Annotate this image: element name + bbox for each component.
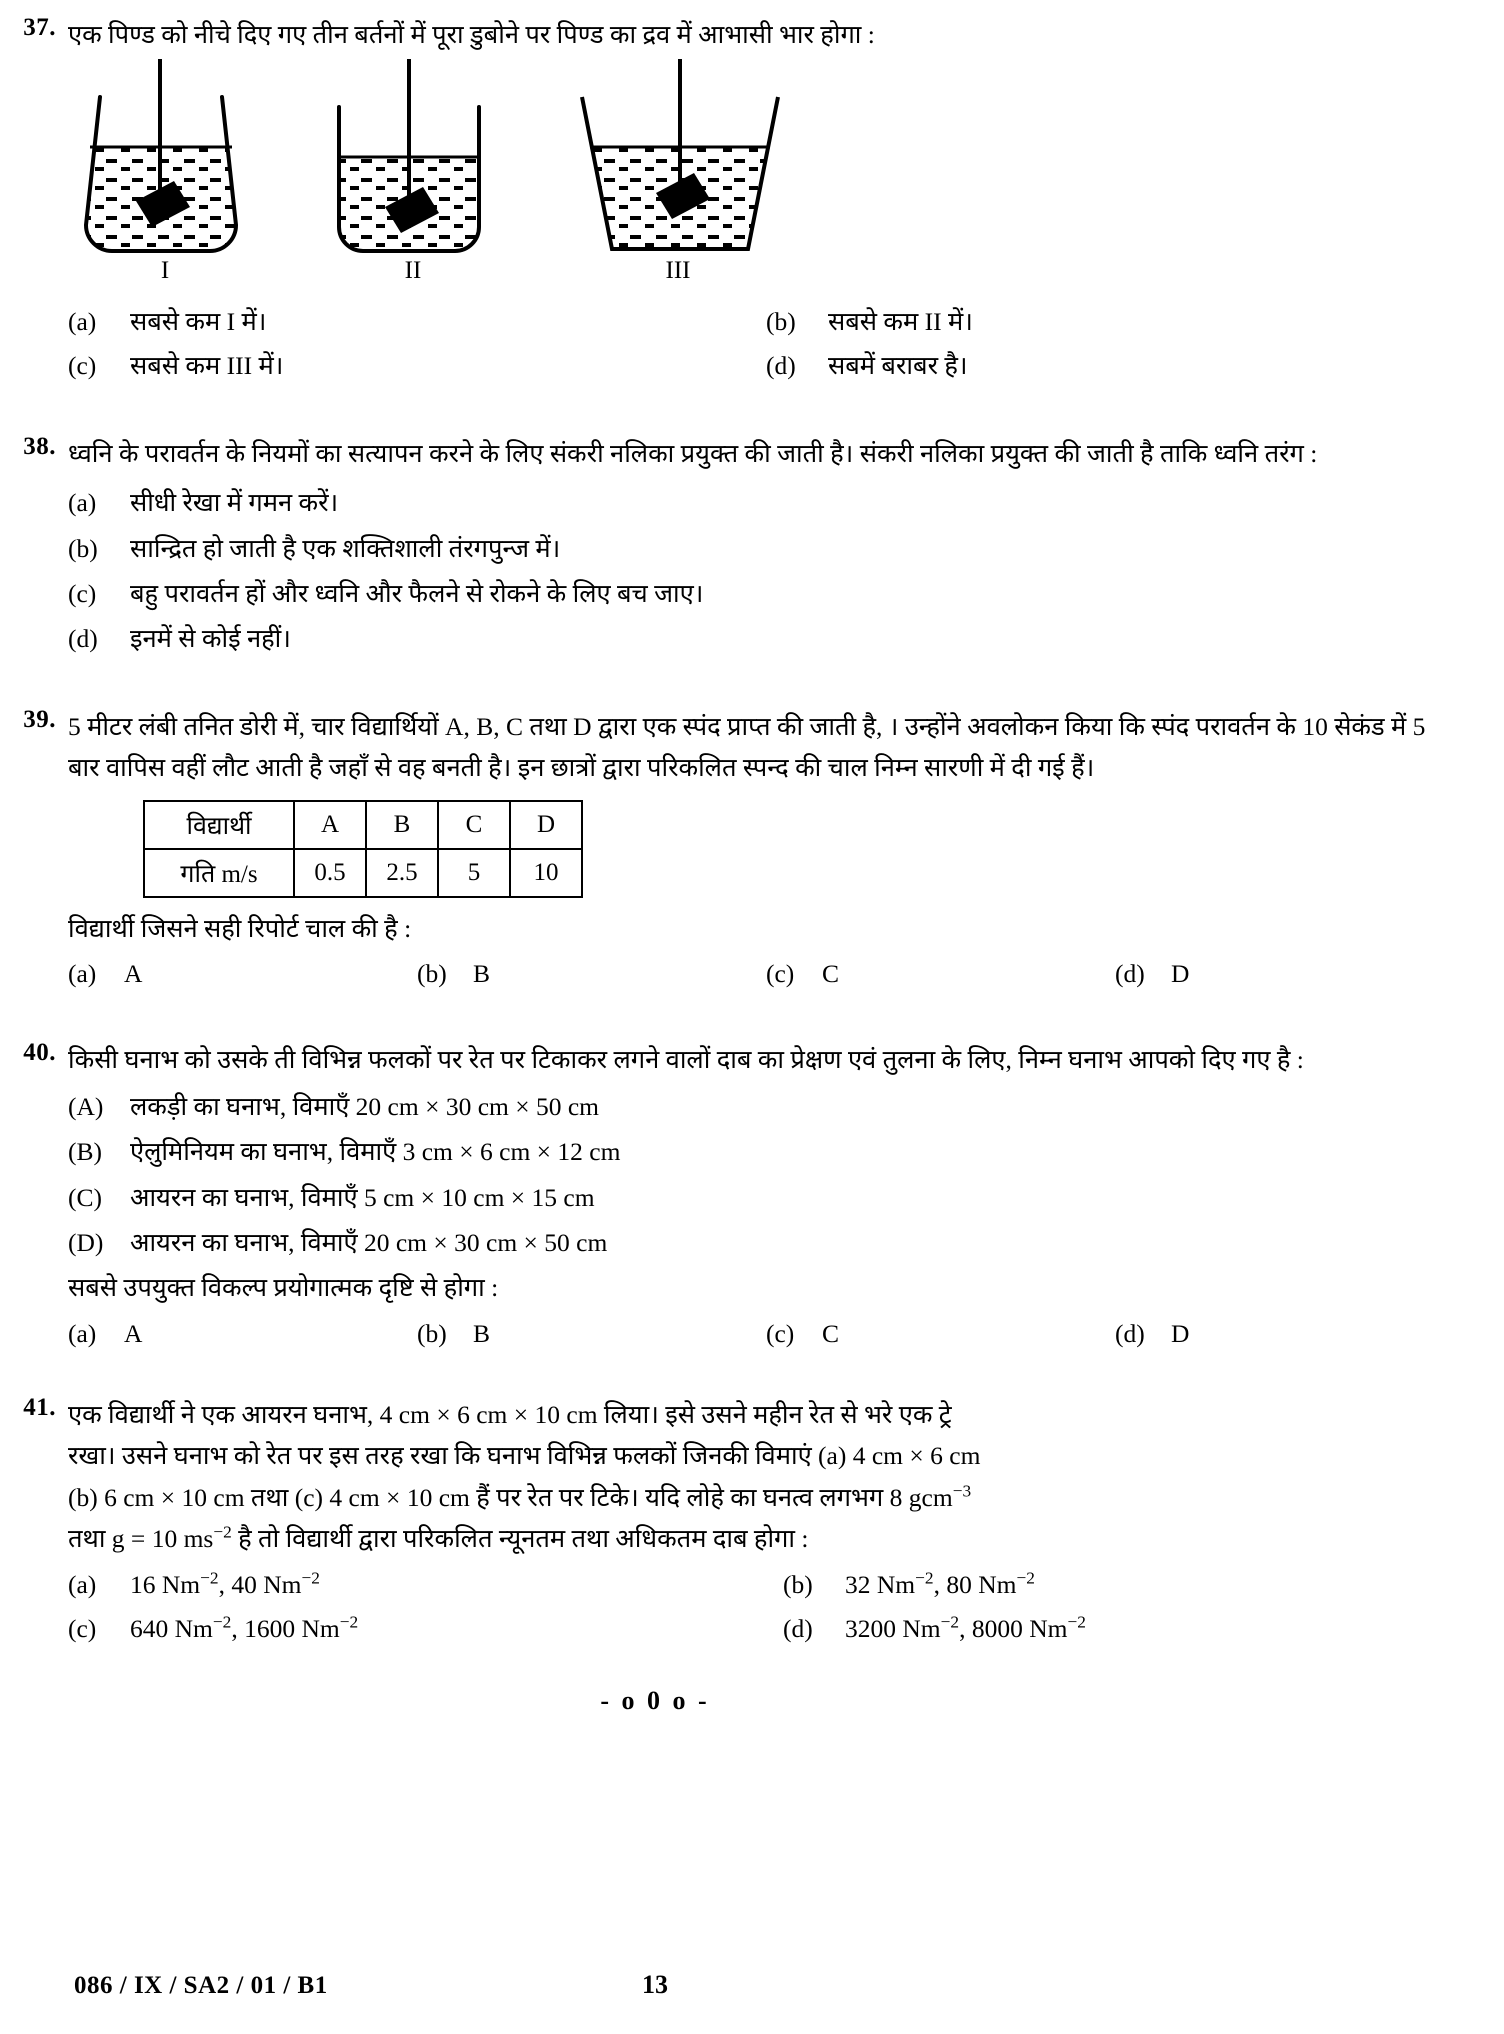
- gravity-exponent: −2: [213, 1522, 232, 1542]
- speed-A: 0.5: [294, 849, 366, 897]
- density-exponent: −3: [952, 1481, 972, 1501]
- option-a-text: [130, 1564, 783, 1605]
- option-c-text: बहु परावर्तन हों और ध्वनि और फैलने से रोकने के लिए बच जाए।: [130, 578, 704, 608]
- vessel-III: [576, 59, 791, 257]
- question-38-options: [68, 480, 1464, 661]
- option-a-sup-2: −2: [301, 1568, 320, 1588]
- question-number: 39.: [23, 705, 56, 733]
- table-row-speeds: [144, 849, 582, 897]
- option-b-text: B: [473, 1318, 491, 1348]
- option-d[interactable]: [783, 1607, 1498, 1650]
- option-d[interactable]: [1115, 1313, 1464, 1354]
- option-a[interactable]: [68, 1313, 417, 1354]
- item-A-text: लकड़ी का घनाभ, विमाएँ 20 cm × 30 cm × 50 cm: [130, 1092, 600, 1122]
- vessel-II: [333, 59, 493, 267]
- option-b-part-1: 32 Nm: [845, 1570, 916, 1600]
- question-number: 37.: [23, 14, 56, 41]
- end-of-paper-mark: - o 0 o -: [600, 1685, 710, 1715]
- question-stem: 5 मीटर लंबी तनित डोरी में, चार विद्यार्थियों A, B, C तथा D द्वारा एक स्पंद प्राप्त की जाती है, । उन्होंने अवलोकन किया कि स्पंद परावर्तन के 10 सेकंड में 5 बार वापिस वहीं लौट आती है जहाँ से वह बनती है। इन छात्रों द्वारा परिकलित स्पन्द की चाल निम्न सारणी में दी गई हैं।: [68, 711, 1426, 782]
- option-d-part-2: , 8000 Nm: [959, 1613, 1068, 1643]
- option-b[interactable]: [417, 953, 766, 994]
- item-C-label: (C): [68, 1182, 102, 1212]
- item-D-text: आयरन का घनाभ, विमाएँ 20 cm × 30 cm × 50 cm: [130, 1228, 608, 1258]
- question-39: [0, 706, 1504, 995]
- question-40-items: [68, 1084, 1464, 1265]
- option-c-label: (c): [68, 350, 97, 380]
- question-stem: किसी घनाभ को उसके ती विभिन्न फलकों पर रेत पर टिकाकर लगने वालों दाब का प्रेक्षण एवं तुलना के लिए, निम्न घनाभ आपको दिए गए है :: [68, 1044, 1304, 1074]
- option-b-label: (b): [783, 1570, 813, 1600]
- option-b-part-2: , 80 Nm: [933, 1570, 1017, 1600]
- stem-line-4-text-b: है तो विद्यार्थी द्वारा परिकलित न्यूनतम तथा अधिकतम दाब होगा :: [231, 1523, 809, 1553]
- item-B-label: (B): [68, 1137, 102, 1167]
- item-D: [68, 1220, 1464, 1265]
- option-b-label: (b): [68, 533, 98, 563]
- option-d-part-1: 3200 Nm: [845, 1613, 941, 1643]
- option-b[interactable]: [417, 1313, 766, 1354]
- option-a-label: (a): [68, 1318, 97, 1348]
- question-39-options: [68, 953, 1464, 994]
- option-d[interactable]: [1115, 953, 1464, 994]
- question-stem: ध्वनि के परावर्तन के नियमों का सत्यापन करने के लिए संकरी नलिका प्रयुक्त की जाती है। संकरी नलिका प्रयुक्त की जाती है ताकि ध्वनि तरंग :: [68, 438, 1318, 468]
- option-c-label: (c): [766, 959, 795, 989]
- option-d-label: (d): [766, 350, 796, 380]
- option-b-text: [845, 1564, 1498, 1605]
- question-stem-line-2: रखा। उसने घनाभ को रेत पर इस तरह रखा कि घनाभ विभिन्न फलकों जिनकी विमाएं (a) 4 cm × 6 cm: [68, 1441, 981, 1471]
- option-a-text: सबसे कम I में।: [130, 307, 267, 337]
- question-number: 41.: [23, 1394, 56, 1422]
- question-41-options: [68, 1563, 1498, 1650]
- option-c-text: C: [822, 1318, 840, 1348]
- row-header-speed: गति m/s: [144, 849, 294, 897]
- option-d[interactable]: [766, 344, 1464, 387]
- question-40-options: [68, 1313, 1464, 1354]
- student-A: A: [294, 801, 366, 849]
- item-D-label: (D): [68, 1228, 104, 1258]
- question-stem-line-3: [68, 1477, 1498, 1518]
- option-c-text: C: [822, 959, 840, 989]
- option-b-label: (b): [417, 1318, 447, 1348]
- option-d-label: (d): [1115, 959, 1145, 989]
- paper-code: 086 / IX / SA2 / 01 / B1: [74, 1972, 328, 1999]
- option-d-text: D: [1171, 959, 1190, 989]
- option-a-text: A: [124, 959, 143, 989]
- option-a-text: सीधी रेखा में गमन करें।: [130, 488, 339, 518]
- question-40: [0, 1039, 1504, 1354]
- question-number: 40.: [23, 1038, 56, 1066]
- option-b-text: B: [473, 959, 491, 989]
- option-c-part-2: , 1600 Nm: [231, 1613, 340, 1643]
- question-stem-line-4: [68, 1518, 1498, 1559]
- option-a-text: A: [124, 1318, 143, 1348]
- table-row-header: [144, 801, 582, 849]
- option-b[interactable]: [783, 1563, 1498, 1606]
- option-c-text: [130, 1608, 783, 1649]
- option-b[interactable]: [68, 526, 1464, 571]
- vessel-I: [78, 59, 258, 257]
- stem-line-4-text-a: तथा g = 10 ms: [68, 1523, 214, 1553]
- option-d-label: (d): [783, 1613, 813, 1643]
- question-37: [0, 14, 1504, 387]
- vessels-svg: [78, 59, 878, 309]
- option-c-text: सबसे कम III में।: [130, 350, 284, 380]
- item-A-label: (A): [68, 1092, 104, 1122]
- row-header-student: विद्यार्थी: [144, 801, 294, 849]
- question-stem: एक पिण्ड को नीचे दिए गए तीन बर्तनों में पूरा डुबोने पर पिण्ड का द्रव में आभासी भार होगा :: [68, 20, 875, 49]
- question-sub-stem: विद्यार्थी जिसने सही रिपोर्ट चाल की है :: [68, 914, 412, 944]
- option-c[interactable]: [766, 953, 1115, 994]
- option-d-text: इनमें से कोई नहीं।: [130, 624, 291, 654]
- option-d-label: (d): [1115, 1318, 1145, 1348]
- student-C: C: [438, 801, 510, 849]
- option-c-sup-1: −2: [212, 1612, 232, 1631]
- option-b-sup-1: −2: [915, 1568, 934, 1588]
- option-a-label: (a): [68, 1570, 97, 1600]
- option-a-part-1: 16 Nm: [130, 1570, 201, 1600]
- figure-caption-1: I: [160, 257, 170, 285]
- option-c-label: (c): [68, 578, 97, 608]
- speed-B: 2.5: [366, 849, 438, 897]
- option-d-text: [845, 1608, 1498, 1649]
- question-number: 38.: [23, 432, 56, 460]
- option-b-label: (b): [417, 959, 447, 989]
- option-d[interactable]: [68, 616, 1464, 661]
- option-b-text: सान्द्रित हो जाती है एक शक्तिशाली तंरगपुन्ज में।: [130, 533, 561, 563]
- option-d-text: D: [1171, 1318, 1190, 1348]
- option-c-part-1: 640 Nm: [130, 1613, 213, 1643]
- option-a-label: (a): [68, 307, 97, 337]
- option-d-label: (d): [68, 624, 98, 654]
- option-c-label: (c): [68, 1613, 97, 1643]
- option-a-label: (a): [68, 959, 97, 989]
- option-a[interactable]: [68, 1563, 783, 1606]
- option-a-label: (a): [68, 488, 97, 518]
- student-D: D: [510, 801, 582, 849]
- question-sub-stem: सबसे उपयुक्त विकल्प प्रयोगात्मक दृष्टि से होगा :: [68, 1273, 499, 1303]
- speed-C: 5: [438, 849, 510, 897]
- figure-caption-2: II: [404, 257, 422, 285]
- item-C: [68, 1175, 1464, 1220]
- item-C-text: आयरन का घनाभ, विमाएँ 5 cm × 10 cm × 15 cm: [130, 1182, 595, 1212]
- option-c[interactable]: [68, 344, 766, 387]
- option-c[interactable]: [68, 571, 1464, 616]
- item-A: [68, 1084, 1464, 1129]
- option-c-label: (c): [766, 1318, 795, 1348]
- speed-table: [143, 800, 583, 898]
- option-a[interactable]: [68, 953, 417, 994]
- option-c[interactable]: [68, 1607, 783, 1650]
- item-B-text: ऐलुमिनियम का घनाभ, विमाएँ 3 cm × 6 cm × 12 cm: [130, 1137, 621, 1167]
- option-d-sup-2: −2: [1067, 1612, 1086, 1631]
- stem-line-3-text: (b) 6 cm × 10 cm तथा (c) 4 cm × 10 cm हैं पर रेत पर टिके। यदि लोहे का घनत्व लगभग 8 gcm: [68, 1482, 953, 1512]
- option-a-sup-1: −2: [200, 1568, 219, 1588]
- option-b-label: (b): [766, 307, 796, 337]
- page-number: 13: [642, 1970, 668, 1999]
- item-B: [68, 1129, 1464, 1174]
- question-38: [0, 433, 1504, 662]
- option-d-text: सबमें बराबर है।: [828, 350, 968, 380]
- question-stem-line-1: एक विद्यार्थी ने एक आयरन घनाभ, 4 cm × 6 cm × 10 cm लिया। इसे उसने महीन रेत से भरे एक ट्रे: [68, 1400, 952, 1430]
- option-c-sup-2: −2: [339, 1612, 359, 1631]
- question-41: [0, 1394, 1504, 1650]
- option-a[interactable]: [68, 480, 1464, 525]
- option-c[interactable]: [766, 1313, 1115, 1354]
- option-b-text: सबसे कम II में।: [828, 307, 973, 337]
- vessels-figure: [68, 59, 1464, 314]
- option-d-sup-1: −2: [940, 1612, 960, 1631]
- speed-D: 10: [510, 849, 582, 897]
- option-b-sup-2: −2: [1016, 1568, 1035, 1588]
- figure-caption-3: III: [665, 257, 691, 285]
- student-B: B: [366, 801, 438, 849]
- option-a-part-2: , 40 Nm: [218, 1570, 302, 1600]
